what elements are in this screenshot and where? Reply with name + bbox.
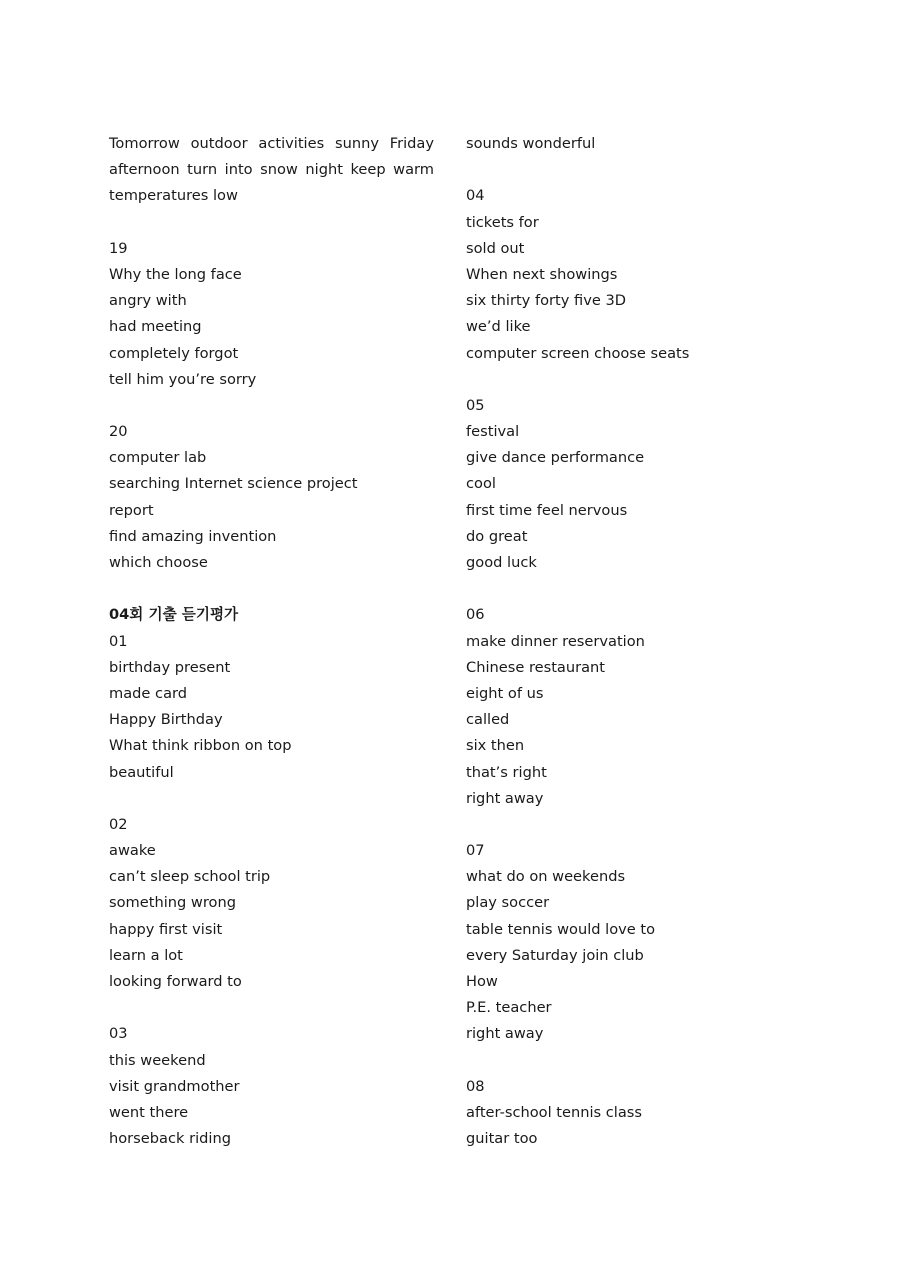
list-item: beautiful — [109, 763, 174, 781]
intro-paragraph: Tomorrow outdoor activities sunny Friday afternoon turn into snow night keep warm temperatures low — [109, 135, 434, 205]
list-item: searching Internet science project — [109, 475, 358, 493]
question-number: 04 — [466, 187, 485, 205]
question-number: 19 — [109, 239, 128, 257]
list-item: six thirty forty five 3D — [466, 292, 626, 310]
list-item: awake — [109, 842, 156, 860]
question-number: 02 — [109, 815, 128, 833]
list-item: birthday present — [109, 658, 231, 676]
section-heading: 04회 기출 듣기평가 — [109, 606, 239, 624]
list-item: can’t sleep school trip — [109, 868, 271, 886]
list-item: good luck — [466, 554, 537, 571]
list-item: six then — [466, 737, 525, 755]
blank-line — [109, 786, 434, 812]
list-item: first time feel nervous — [466, 501, 628, 519]
question-number: 03 — [109, 1025, 128, 1043]
list-item: computer screen choose seats — [466, 344, 690, 362]
blank-line — [466, 367, 766, 393]
list-item: horseback riding — [109, 1130, 231, 1148]
question-number: 06 — [466, 606, 485, 624]
right-lines — [466, 131, 766, 1152]
list-item: How — [466, 973, 498, 990]
blank-line — [109, 210, 434, 236]
list-item: tell him you’re sorry — [109, 370, 257, 388]
list-item: festival — [466, 423, 520, 441]
list-item: what do on weekends — [466, 868, 626, 886]
list-item: completely forgot — [109, 344, 239, 362]
blank-line — [466, 157, 766, 183]
list-item: eight of us — [466, 684, 544, 702]
list-item: play soccer — [466, 894, 550, 912]
blank-line — [466, 1048, 766, 1074]
list-item: What think ribbon on top — [109, 737, 292, 755]
list-item: called — [466, 711, 510, 729]
list-item: learn a lot — [109, 946, 183, 964]
list-item: Chinese restaurant — [466, 658, 606, 676]
list-item: we’d like — [466, 318, 531, 336]
list-item: which choose — [109, 554, 208, 572]
list-item: went there — [109, 1103, 189, 1121]
list-item: this weekend — [109, 1051, 206, 1069]
blank-line — [466, 812, 766, 838]
list-item: that’s right — [466, 763, 547, 781]
list-item: report — [109, 501, 154, 519]
list-item: every Saturday join club — [466, 946, 644, 964]
list-item: Happy Birthday — [109, 711, 223, 729]
list-item: table tennis would love to — [466, 920, 656, 938]
right-column — [466, 131, 766, 1152]
list-item: had meeting — [109, 318, 202, 336]
list-item: Why the long face — [109, 265, 242, 283]
list-item: guitar too — [466, 1130, 538, 1148]
blank-line — [109, 393, 434, 419]
question-number: 20 — [109, 423, 128, 441]
question-number: 01 — [109, 632, 128, 650]
list-item: When next showings — [466, 265, 618, 283]
list-item: P.E. teacher — [466, 999, 552, 1017]
list-item: visit grandmother — [109, 1077, 240, 1095]
blank-line — [109, 576, 434, 602]
list-item: made card — [109, 684, 188, 702]
list-item: right away — [466, 789, 544, 807]
question-number: 08 — [466, 1077, 485, 1095]
question-number: 07 — [466, 842, 485, 860]
list-item: happy first visit — [109, 920, 223, 938]
list-item: make dinner reservation — [466, 632, 645, 650]
blank-line — [466, 576, 766, 602]
list-item: looking forward to — [109, 973, 242, 991]
list-item: something wrong — [109, 894, 236, 912]
blank-line — [109, 995, 434, 1021]
left-column — [109, 131, 434, 1152]
list-item: do great — [466, 527, 528, 545]
list-item: cool — [466, 475, 496, 493]
question-number: 05 — [466, 396, 485, 414]
list-item: sold out — [466, 239, 525, 257]
list-item: angry with — [109, 292, 187, 310]
list-item: computer lab — [109, 449, 207, 467]
list-item: right away — [466, 1025, 544, 1043]
list-item: after-school tennis class — [466, 1103, 643, 1121]
list-item: find amazing invention — [109, 527, 277, 545]
left-lines — [109, 210, 434, 1153]
list-item: tickets for — [466, 213, 539, 231]
list-item: give dance performance — [466, 449, 645, 467]
list-item: sounds wonderful — [466, 135, 596, 152]
